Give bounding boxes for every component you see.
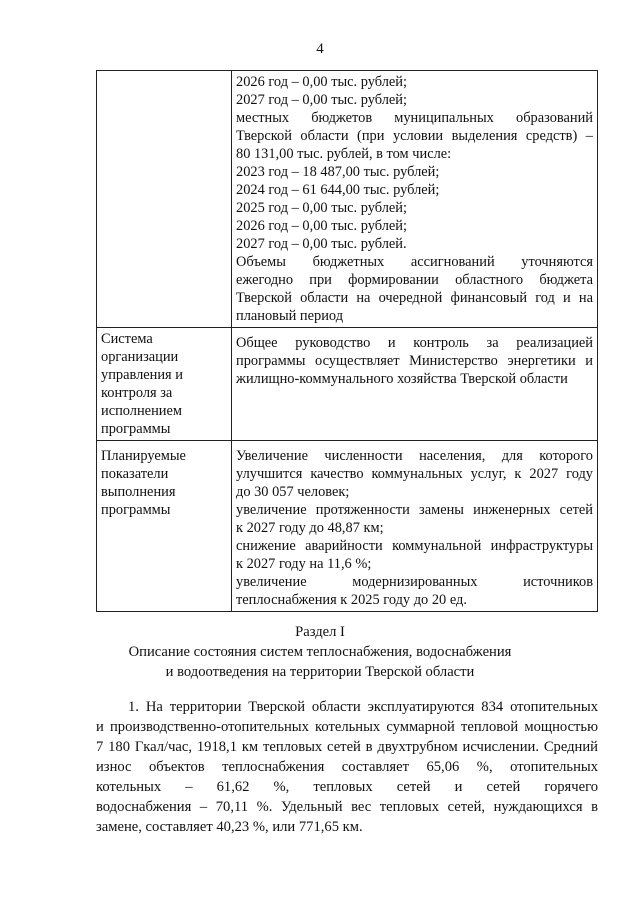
section-title-line: и водоотведения на территории Тверской области xyxy=(165,664,475,680)
budget-line: 2025 год – 0,00 тыс. рублей; xyxy=(236,200,407,216)
table-row-budget xyxy=(97,71,598,328)
label-line: исполнением xyxy=(101,403,182,419)
indicator-line: к 2027 году на 11,6 %; xyxy=(236,556,372,572)
label-line: показатели xyxy=(101,466,169,482)
row-label-cell xyxy=(97,441,232,612)
label-line: выполнения xyxy=(101,484,176,500)
row-label-cell xyxy=(97,71,232,328)
indicator-line: до 30 057 человек; xyxy=(236,484,350,500)
section-title-line: Описание состояния систем теплоснабжения, водоснабжения xyxy=(128,644,512,660)
budget-line: плановый период xyxy=(236,308,344,324)
indicator-line: увеличение протяженности замены инженерных сетей xyxy=(236,502,593,518)
label-line: программы xyxy=(101,502,171,518)
table-row-indicators xyxy=(97,441,598,612)
indicator-line: увеличение модернизированных источников xyxy=(236,574,593,590)
table-row-management xyxy=(97,328,598,441)
label-line: контроля за xyxy=(101,385,173,401)
budget-line: Тверской области (при условии выделения средств) – xyxy=(236,128,593,144)
management-line: Общее руководство и контроль за реализацией xyxy=(236,335,593,351)
row-label-cell xyxy=(97,328,232,441)
budget-line: 2026 год – 0,00 тыс. рублей; xyxy=(236,74,407,90)
program-passport-table xyxy=(96,70,598,612)
label-line: управления и xyxy=(101,367,183,383)
paragraph-line: и производственно-отопительных котельных суммарной тепловой мощностью xyxy=(96,719,598,735)
budget-line: 2027 год – 0,00 тыс. рублей. xyxy=(236,236,407,252)
label-line: организации xyxy=(101,349,179,365)
budget-line: Тверской области на очередной финансовый год и на xyxy=(236,290,593,306)
budget-line: 2026 год – 0,00 тыс. рублей; xyxy=(236,218,407,234)
label-line: Система xyxy=(101,331,153,347)
body-paragraph xyxy=(96,697,598,837)
paragraph-line: замене, составляет 40,23 %, или 771,65 км. xyxy=(96,819,363,835)
label-line: программы xyxy=(101,421,171,437)
budget-line: Объемы бюджетных ассигнований уточняются xyxy=(236,254,593,270)
page-number: 4 xyxy=(316,41,324,57)
budget-line: местных бюджетов муниципальных образований xyxy=(236,110,593,126)
budget-line: ежегодно при формировании областного бюджета xyxy=(236,272,593,288)
budget-line: 80 131,00 тыс. рублей, в том числе: xyxy=(236,146,452,162)
budget-line: 2024 год – 61 644,00 тыс. рублей; xyxy=(236,182,440,198)
row-content-cell xyxy=(232,71,598,328)
section-header xyxy=(0,622,640,682)
indicator-line: к 2027 году до 48,87 км; xyxy=(236,520,384,536)
indicator-line: снижение аварийности коммунальной инфраструктуры xyxy=(236,538,593,554)
row-content-cell xyxy=(232,441,598,612)
budget-line: 2027 год – 0,00 тыс. рублей; xyxy=(236,92,407,108)
management-line: программы осуществляет Министерство энергетики и xyxy=(236,353,593,369)
indicator-line: Увеличение численности населения, для которого xyxy=(236,448,593,464)
paragraph-line: износ объектов теплоснабжения составляет 65,06 %, отопительных xyxy=(96,759,598,775)
budget-line: 2023 год – 18 487,00 тыс. рублей; xyxy=(236,164,440,180)
section-heading: Раздел I xyxy=(295,624,345,640)
label-line: Планируемые xyxy=(101,448,186,464)
paragraph-line: водоснабжения – 70,11 %. Удельный вес тепловых сетей, нуждающихся в xyxy=(96,799,598,815)
paragraph-line: котельных – 61,62 %, тепловых сетей и сетей горячего xyxy=(96,779,598,795)
paragraph-line: 1. На территории Тверской области эксплуатируются 834 отопительных xyxy=(128,699,598,715)
row-content-cell xyxy=(232,328,598,441)
indicator-line: улучшится качество коммунальных услуг, к 2027 году xyxy=(236,466,593,482)
paragraph-line: 7 180 Гкал/час, 1918,1 км тепловых сетей в двухтрубном исчислении. Средний xyxy=(96,739,598,755)
indicator-line: теплоснабжения к 2025 году до 20 ед. xyxy=(236,592,467,608)
management-line: жилищно-коммунального хозяйства Тверской области xyxy=(236,371,568,387)
